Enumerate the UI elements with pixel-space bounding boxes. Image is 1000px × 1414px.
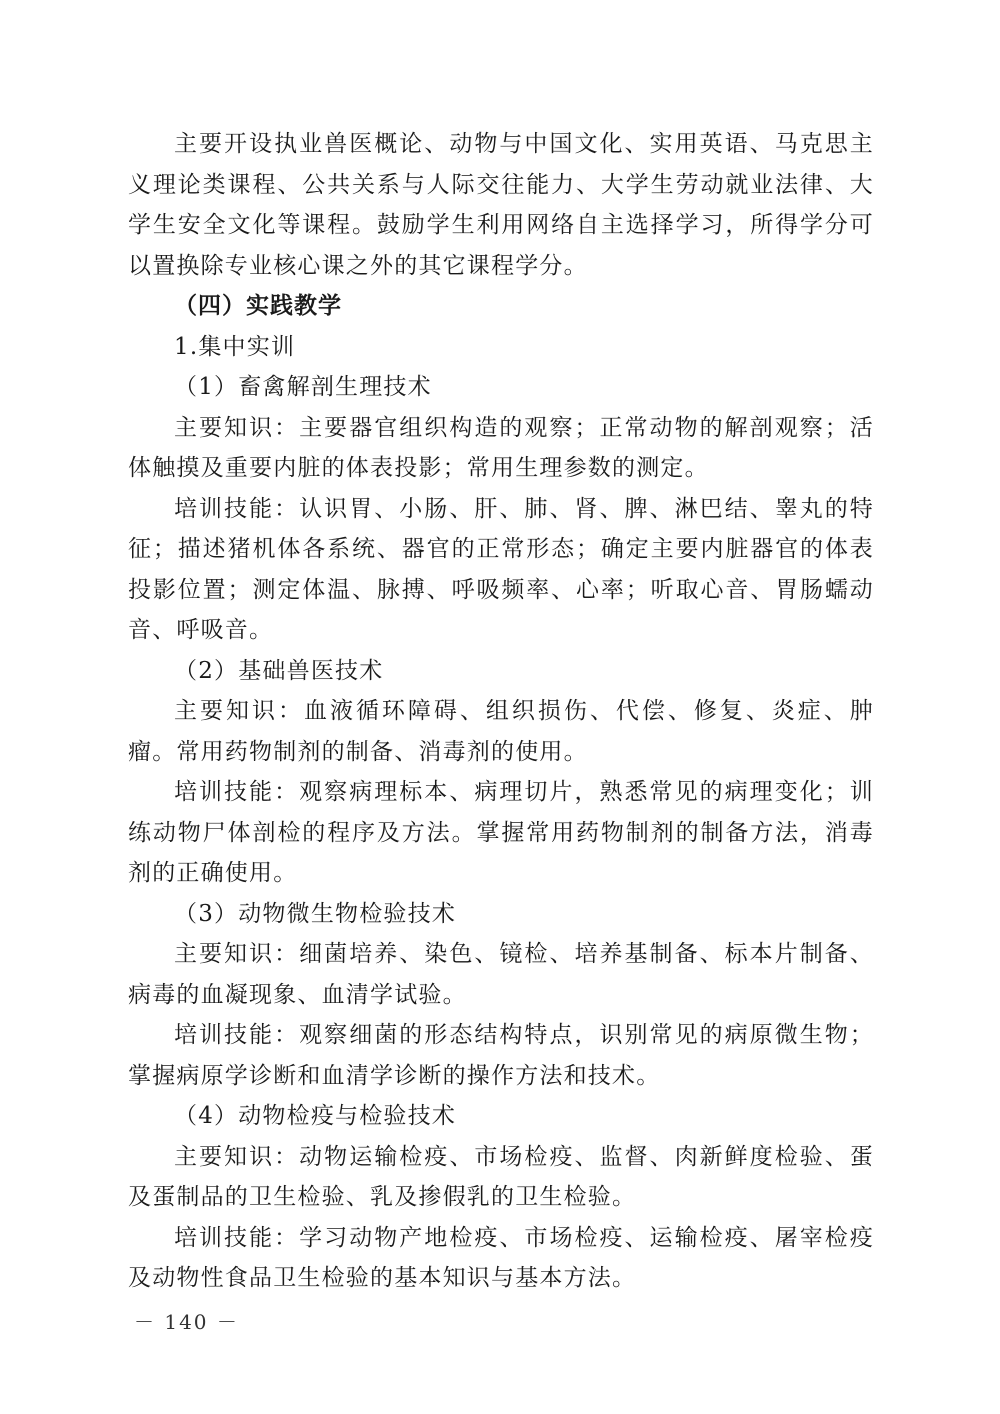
item-title: （2）基础兽医技术 [174,657,384,684]
item-knowledge: 主要知识：动物运输检疫、市场检疫、监督、肉新鲜度检验、蛋及蛋制品的卫生检验、乳及掺假乳的卫生检验。 [128,1143,874,1210]
page-content [128,124,874,1299]
intro-paragraph: 主要开设执业兽医概论、动物与中国文化、实用英语、马克思主义理论类课程、公共关系与人际交往能力、大学生劳动就业法律、大学生安全文化等课程。鼓励学生利用网络自主选择学习，所得学分可以置换除专业核心课之外的其它课程学分。 [128,131,874,279]
item-title: （3）动物微生物检验技术 [174,900,457,927]
item-skills: 培训技能：观察病理标本、病理切片，熟悉常见的病理变化；训练动物尸体剖检的程序及方法。掌握常用药物制剂的制备方法，消毒剂的正确使用。 [128,779,874,886]
item-knowledge: 主要知识：血液循环障碍、组织损伤、代偿、修复、炎症、肿瘤。常用药物制剂的制备、消毒剂的使用。 [128,698,874,765]
section-heading: （四）实践教学 [174,293,342,319]
item-knowledge: 主要知识：主要器官组织构造的观察；正常动物的解剖观察；活体触摸及重要内脏的体表投影；常用生理参数的测定。 [128,414,874,481]
item-skills: 培训技能：学习动物产地检疫、市场检疫、运输检疫、屠宰检疫及动物性食品卫生检验的基本知识与基本方法。 [128,1224,874,1291]
page-number: － 140 － [134,1310,239,1334]
item-title: （1）畜禽解剖生理技术 [174,374,432,400]
subsection-title: 1.集中实训 [174,333,296,360]
item-knowledge: 主要知识：细菌培养、染色、镜检、培养基制备、标本片制备、病毒的血凝现象、血清学试验。 [128,941,874,1008]
item-skills: 培训技能：认识胃、小肠、肝、肺、肾、脾、淋巴结、睾丸的特征；描述猪机体各系统、器官的正常形态；确定主要内脏器官的体表投影位置；测定体温、脉搏、呼吸频率、心率；听取心音、胃肠蠕动音、呼吸音。 [128,495,874,643]
item-title: （4）动物检疫与检验技术 [174,1103,457,1129]
item-skills: 培训技能：观察细菌的形态结构特点，识别常见的病原微生物；掌握病原学诊断和血清学诊断的操作方法和技术。 [128,1022,874,1089]
